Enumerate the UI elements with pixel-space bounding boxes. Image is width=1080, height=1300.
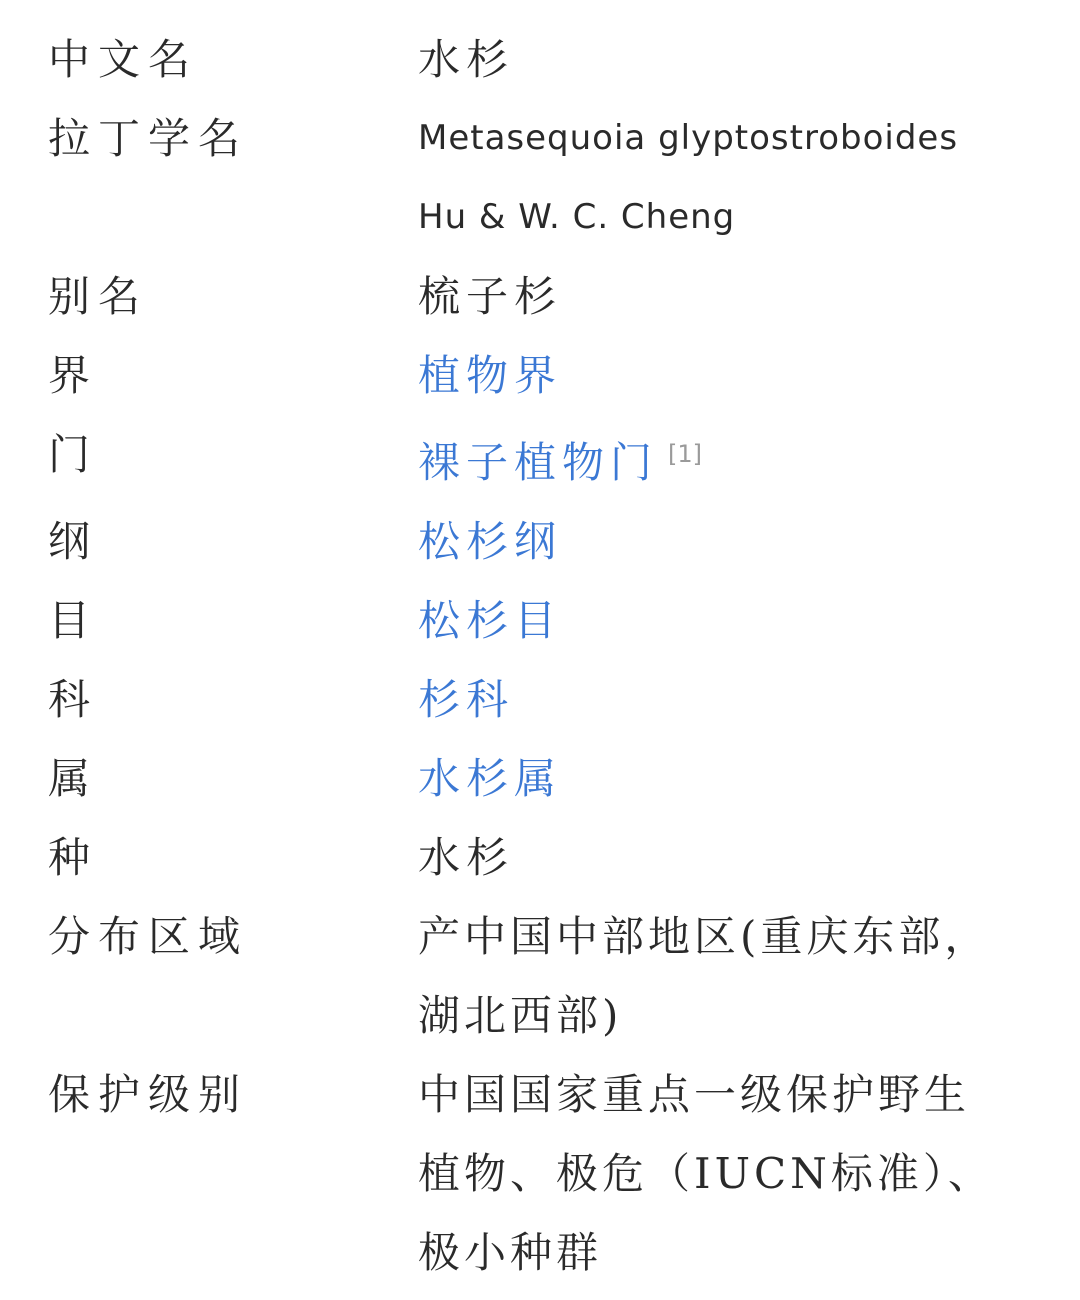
family-value-cell (418, 660, 998, 739)
class-link[interactable]: 松杉纲 (418, 517, 563, 566)
protection-level-value: 中国国家重点一级保护野生植物、极危（IUCN标准）、极小种群 (418, 1070, 994, 1277)
row-order (0, 581, 1080, 660)
row-kingdom (0, 336, 1080, 415)
row-protection-level (0, 1055, 1080, 1292)
species-label: 种 (48, 833, 99, 882)
row-species (0, 818, 1080, 897)
class-value-cell (418, 502, 998, 581)
genus-label: 属 (48, 754, 99, 803)
order-link[interactable]: 松杉目 (418, 596, 563, 645)
distribution-label: 分布区域 (48, 912, 249, 961)
genus-link[interactable]: 水杉属 (418, 754, 563, 803)
row-class (0, 502, 1080, 581)
row-chinese-name (0, 20, 1080, 99)
row-phylum (0, 415, 1080, 502)
kingdom-link[interactable]: 植物界 (418, 351, 563, 400)
species-value: 水杉 (418, 833, 515, 882)
genus-value-cell (418, 739, 998, 818)
class-label: 纲 (48, 517, 99, 566)
distribution-value: 产中国中部地区(重庆东部，湖北西部) (418, 912, 991, 1040)
row-latin-name (0, 99, 1080, 257)
chinese-name-value: 水杉 (418, 35, 515, 84)
latin-name-value: Metasequoia glyptostroboides Hu & W. C. Cheng (418, 118, 959, 237)
row-distribution (0, 897, 1080, 1055)
alias-label: 别名 (48, 272, 149, 321)
phylum-value-cell (418, 415, 998, 502)
row-genus (0, 739, 1080, 818)
order-value-cell (418, 581, 998, 660)
phylum-link[interactable]: 裸子植物门 (418, 438, 659, 487)
phylum-label: 门 (48, 430, 99, 479)
family-link[interactable]: 杉科 (418, 675, 515, 724)
reference-superscript[interactable]: [1] (668, 440, 703, 468)
kingdom-label: 界 (48, 351, 99, 400)
row-alias (0, 257, 1080, 336)
chinese-name-label: 中文名 (48, 35, 199, 84)
latin-name-label: 拉丁学名 (48, 114, 249, 163)
family-label: 科 (48, 675, 99, 724)
kingdom-value-cell (418, 336, 998, 415)
order-label: 目 (48, 596, 99, 645)
alias-value: 梳子杉 (418, 272, 563, 321)
protection-level-label: 保护级别 (48, 1070, 249, 1119)
row-family (0, 660, 1080, 739)
